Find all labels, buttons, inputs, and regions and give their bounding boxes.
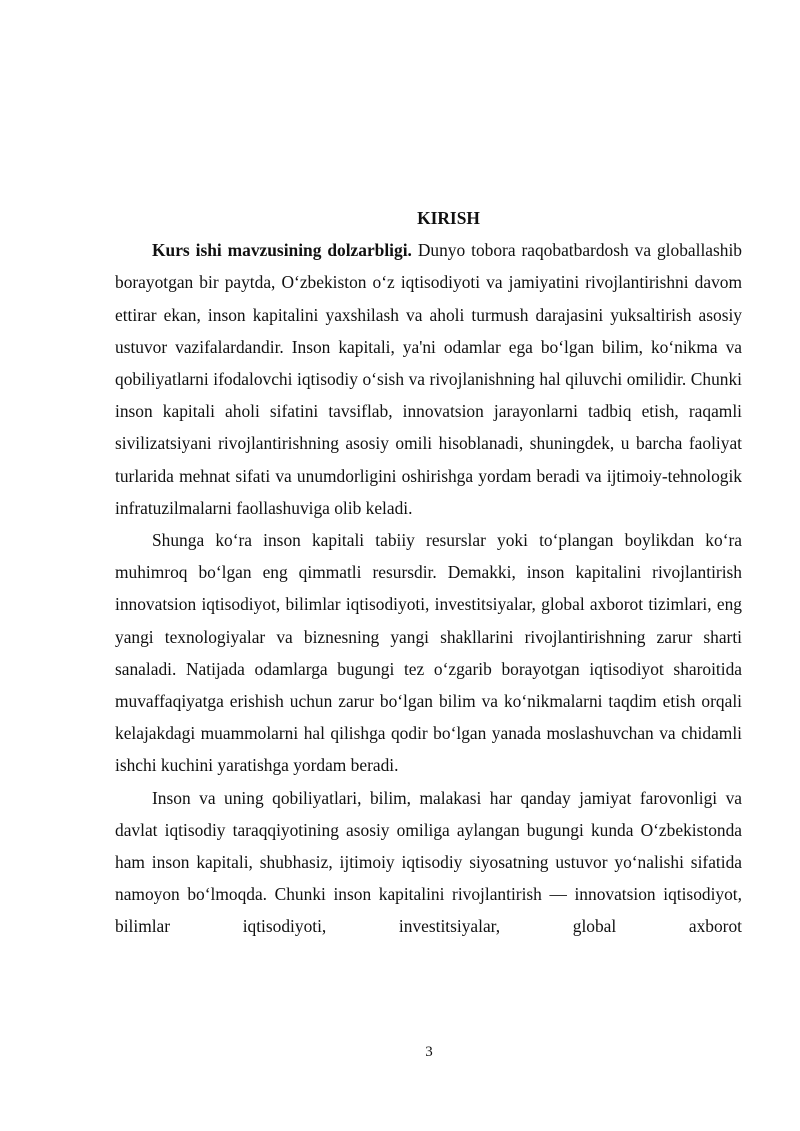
body-text xyxy=(115,202,742,943)
paragraph-lead: Kurs ishi mavzusining dolzarbligi. xyxy=(152,240,412,261)
paragraph-text: Dunyo tobora raqobatbardosh va globallashib borayotgan bir paytda, O‘zbekiston o‘z iqtisodiyoti va jamiyatini rivojlantirishni davom ettirar ekan, inson kapitalini yaxshilash va aholi turmush darajasini yuksaltirish asosiy ustuvor vazifalardandir. Inson kapitali, ya'ni odamlar ega bo‘lgan bilim, ko‘nikma va qobiliyatlarni ifodalovchi iqtisodiy o‘sish va rivojlanishning hal qiluvchi omilidir. Chunki inson kapitali aholi sifatini tavsiflab, innovatsion jarayonlarni tadbiq etish, raqamli sivilizatsiyani rivojlantirishning asosiy omili hisoblanadi, shuningdek, u barcha faoliyat turlarida mehnat sifati va unumdorligini oshirishga yordam beradi va ijtimoiy-tehnologik infratuzilmalarni faollashuviga olib keladi. xyxy=(115,240,742,518)
paragraph-relevance xyxy=(115,234,742,524)
paragraph-human-capital: Shunga ko‘ra inson kapitali tabiiy resurslar yoki to‘plangan boylikdan ko‘ra muhimroq bo‘lgan eng qimmatli resursdir. Demakki, inson kapitalini rivojlantirish innovatsion iqtisodiyot, bilimlar iqtisodiyoti, investitsiyalar, global axborot tizimlari, eng yangi texnologiyalar va biznesning yangi shakllarini rivojlantirishning zarur sharti sanaladi. Natijada odamlarga bugungi tez o‘zgarib borayotgan iqtisodiyot sharoitida muvaffaqiyatga erishish uchun zarur bo‘lgan bilim va ko‘nikmalarni taqdim etish orqali kelajakdagi muammolarni hal qilishga qodir bo‘lgan yanada moslashuvchan va chidamli ishchi kuchini yaratishga yordam beradi. xyxy=(115,530,742,776)
page-number: 3 xyxy=(425,1044,433,1060)
section-heading: KIRISH xyxy=(417,208,480,228)
paragraph-uzbekistan: Inson va uning qobiliyatlari, bilim, malakasi har qanday jamiyat farovonligi va davlat iqtisodiy taraqqiyotining asosiy omiliga aylangan bugungi kunda O‘zbekistonda ham inson kapitali, shubhasiz, ijtimoiy iqtisodiy siyosatning ustuvor yo‘nalishi sifatida namoyon bo‘lmoqda. Chunki inson kapitalini rivojlantirish — innovatsion iqtisodiyot, bilimlar iqtisodiyoti, investitsiyalar, global axborot xyxy=(115,787,742,937)
